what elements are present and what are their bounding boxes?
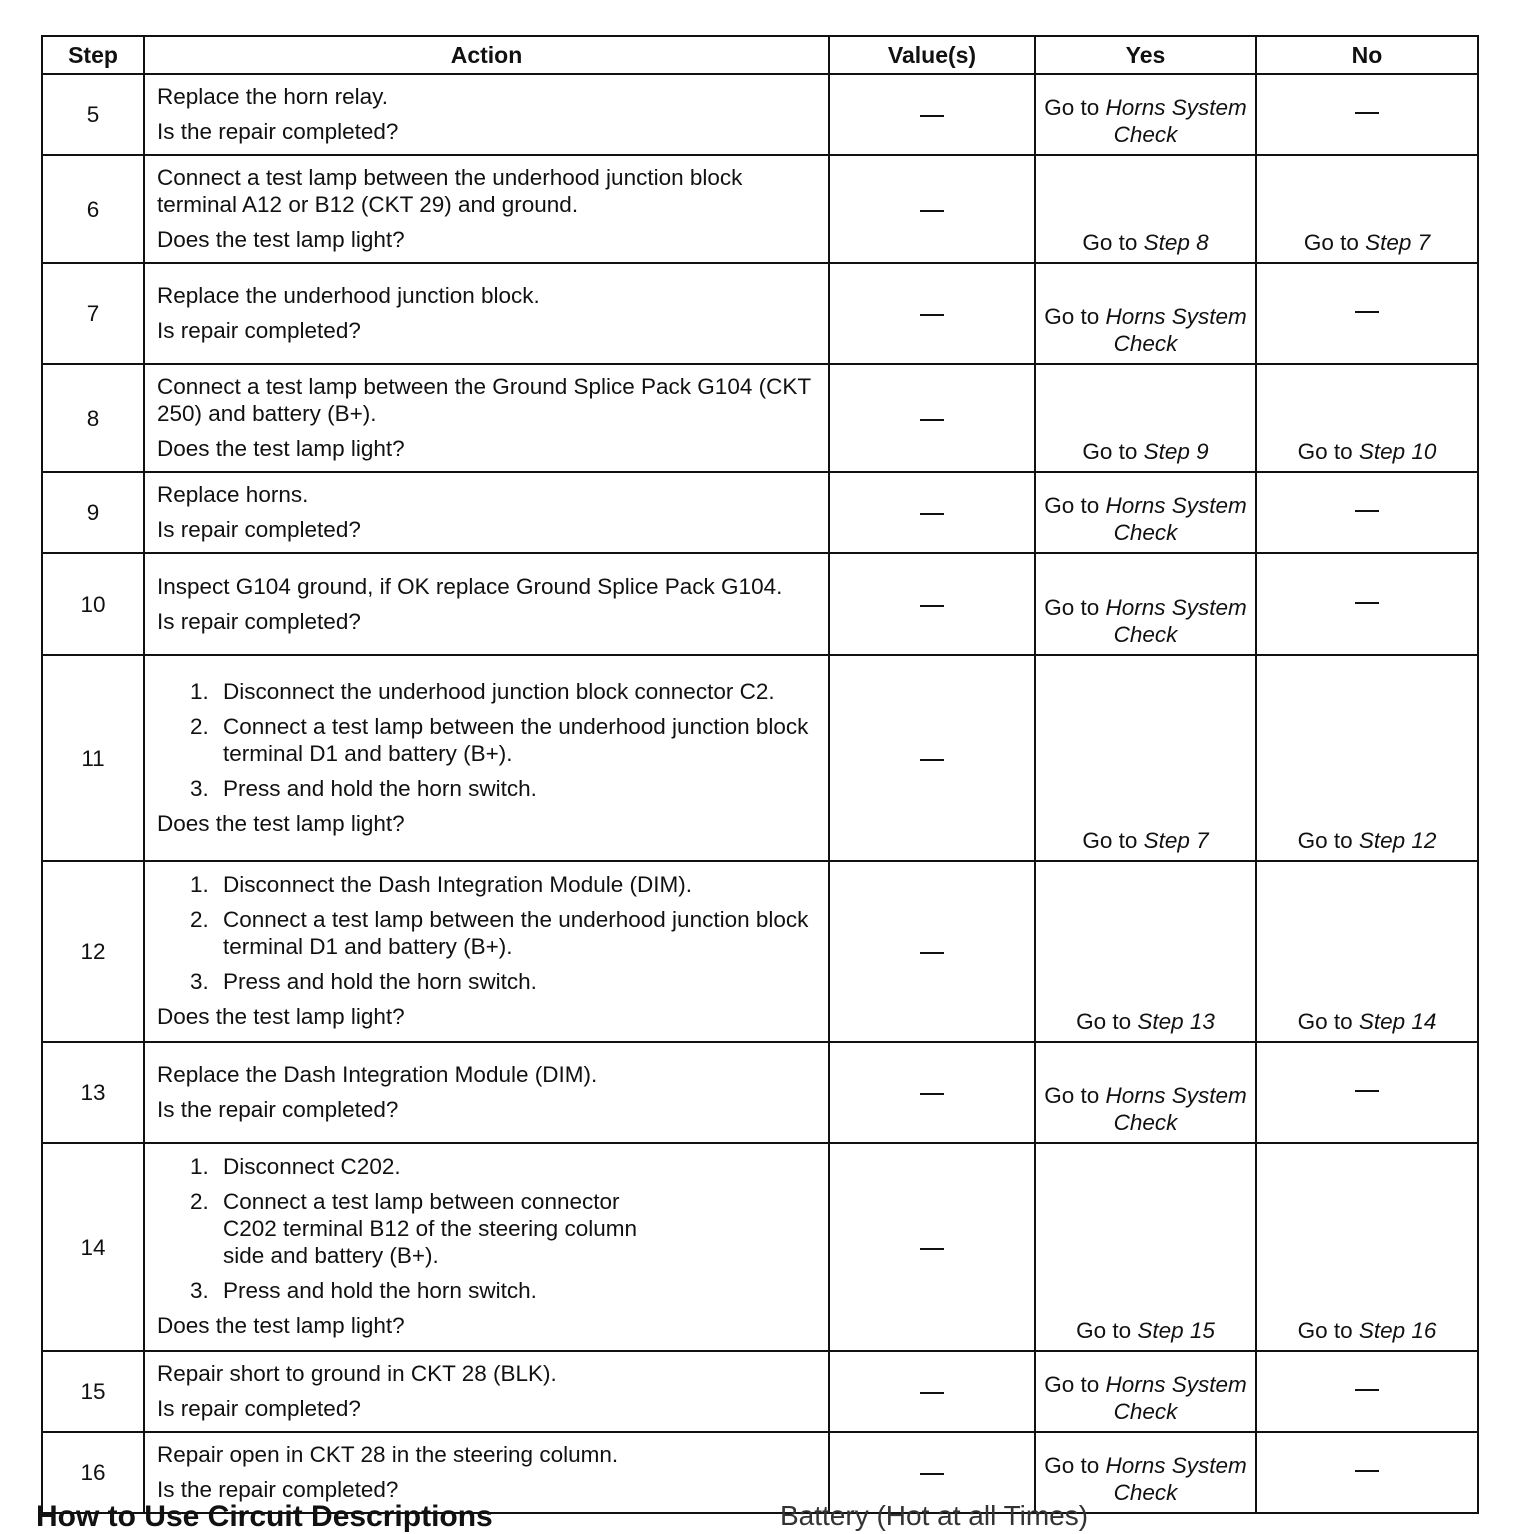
step-number: 6	[42, 155, 144, 263]
dash-mark	[920, 419, 944, 421]
list-item: 3. Press and hold the horn switch.	[215, 1277, 818, 1304]
action-steps-list	[157, 1153, 818, 1304]
table-row	[42, 655, 1478, 861]
no-cell	[1256, 1432, 1478, 1513]
action-question: Does the test lamp light?	[157, 1004, 405, 1029]
dash-mark	[1355, 510, 1379, 512]
value-cell	[829, 1143, 1035, 1351]
action-text: Repair short to ground in CKT 28 (BLK).	[157, 1361, 557, 1386]
action-text: Replace the horn relay.	[157, 84, 388, 109]
header-no: No	[1256, 36, 1478, 74]
action-question: Is repair completed?	[157, 517, 361, 542]
yes-target: Step 9	[1143, 439, 1209, 464]
value-cell	[829, 364, 1035, 472]
action-text: Repair open in CKT 28 in the steering column.	[157, 1442, 619, 1467]
dash-mark	[1355, 602, 1379, 604]
table-row	[42, 1042, 1478, 1143]
action-cell	[144, 74, 829, 155]
table-row	[42, 364, 1478, 472]
cut-off-heading: How to Use Circuit Descriptions	[36, 1500, 493, 1533]
list-item: 1. Disconnect the Dash Integration Module (DIM).	[215, 871, 818, 898]
step-number: 9	[42, 472, 144, 553]
action-question: Is the repair completed?	[157, 1477, 399, 1502]
table-row	[42, 553, 1478, 655]
no-target: Step 10	[1358, 439, 1437, 464]
action-question: Does the test lamp light?	[157, 227, 405, 252]
action-question: Does the test lamp light?	[157, 1313, 405, 1338]
action-text: Inspect G104 ground, if OK replace Ground Splice Pack G104.	[157, 573, 783, 599]
step-number: 7	[42, 263, 144, 364]
action-steps-list	[157, 871, 818, 995]
action-text: Connect a test lamp between the underhood junction block terminal A12 or B12 (CKT 29) and ground.	[157, 165, 743, 217]
action-cell	[144, 861, 829, 1042]
action-cell	[144, 1042, 829, 1143]
action-question: Is repair completed?	[157, 318, 361, 343]
step-number: 10	[42, 553, 144, 655]
yes-cell	[1035, 1042, 1256, 1143]
yes-goto: Go to	[1082, 439, 1138, 464]
value-cell	[829, 472, 1035, 553]
action-question: Is repair completed?	[157, 608, 361, 634]
yes-cell	[1035, 74, 1256, 155]
step-number: 11	[42, 655, 144, 861]
table-row	[42, 155, 1478, 263]
dash-mark	[920, 115, 944, 117]
dash-mark	[920, 1473, 944, 1475]
list-item: 3. Press and hold the horn switch.	[215, 775, 818, 802]
step-number: 14	[42, 1143, 144, 1351]
header-values: Value(s)	[829, 36, 1035, 74]
action-cell	[144, 263, 829, 364]
no-cell	[1256, 1143, 1478, 1351]
yes-goto: Go to	[1044, 1372, 1100, 1397]
cut-off-text: Battery (Hot at all Times)	[780, 1500, 1089, 1531]
table-row	[42, 472, 1478, 553]
yes-cell	[1035, 263, 1256, 364]
dash-mark	[920, 513, 944, 515]
dash-mark	[920, 1093, 944, 1095]
action-question: Does the test lamp light?	[157, 810, 405, 836]
dash-mark	[1355, 1470, 1379, 1472]
no-goto: Go to	[1303, 230, 1359, 255]
yes-goto: Go to	[1076, 1009, 1132, 1034]
yes-target: Step 15	[1137, 1318, 1215, 1343]
header-step: Step	[42, 36, 144, 74]
value-cell	[829, 553, 1035, 655]
yes-target: Horns System Check	[1105, 304, 1247, 356]
yes-goto: Go to	[1044, 1453, 1100, 1478]
list-item: 2. Connect a test lamp between the underhood junction block terminal D1 and battery (B+).	[215, 906, 818, 960]
action-text: Replace the underhood junction block.	[157, 283, 540, 308]
no-cell	[1256, 472, 1478, 553]
dash-mark	[920, 759, 944, 761]
action-cell	[144, 553, 829, 655]
diagnostic-table	[41, 35, 1479, 1514]
action-cell	[144, 155, 829, 263]
table-header-row	[42, 36, 1478, 74]
no-cell	[1256, 364, 1478, 472]
yes-target: Horns System Check	[1105, 1372, 1247, 1424]
value-cell	[829, 263, 1035, 364]
no-cell	[1256, 861, 1478, 1042]
dash-mark	[920, 952, 944, 954]
dash-mark	[1355, 1090, 1379, 1092]
dash-mark	[920, 1392, 944, 1394]
yes-cell	[1035, 155, 1256, 263]
step-number: 5	[42, 74, 144, 155]
value-cell	[829, 861, 1035, 1042]
yes-cell	[1035, 655, 1256, 861]
value-cell	[829, 155, 1035, 263]
dash-mark	[1355, 311, 1379, 313]
value-cell	[829, 74, 1035, 155]
table-row	[42, 74, 1478, 155]
yes-target: Horns System Check	[1105, 595, 1247, 647]
value-cell	[829, 1351, 1035, 1432]
yes-goto: Go to	[1044, 304, 1100, 329]
yes-target: Horns System Check	[1105, 95, 1247, 147]
list-item: 3. Press and hold the horn switch.	[215, 968, 818, 995]
no-cell	[1256, 263, 1478, 364]
yes-cell	[1035, 553, 1256, 655]
yes-target: Horns System Check	[1105, 1083, 1247, 1135]
yes-goto: Go to	[1044, 493, 1100, 518]
dash-mark	[920, 605, 944, 607]
step-number: 15	[42, 1351, 144, 1432]
step-number: 13	[42, 1042, 144, 1143]
action-question: Is repair completed?	[157, 1396, 361, 1421]
yes-cell	[1035, 1143, 1256, 1351]
step-number: 8	[42, 364, 144, 472]
value-cell	[829, 1042, 1035, 1143]
no-cell	[1256, 655, 1478, 861]
yes-goto: Go to	[1044, 95, 1100, 120]
yes-target: Step 7	[1143, 828, 1209, 853]
list-item: 2. Connect a test lamp between connector C202 terminal B12 of the steering column side and battery (B+).	[215, 1188, 818, 1269]
no-target: Step 12	[1358, 828, 1437, 853]
yes-cell	[1035, 861, 1256, 1042]
yes-goto: Go to	[1082, 230, 1138, 255]
action-steps-list	[157, 678, 818, 802]
no-cell	[1256, 553, 1478, 655]
yes-goto: Go to	[1076, 1318, 1132, 1343]
dash-mark	[1355, 112, 1379, 114]
no-cell	[1256, 74, 1478, 155]
step-number: 12	[42, 861, 144, 1042]
yes-target: Step 13	[1137, 1009, 1215, 1034]
table-row	[42, 861, 1478, 1042]
action-cell	[144, 655, 829, 861]
no-target: Step 14	[1358, 1009, 1437, 1034]
action-cell	[144, 364, 829, 472]
no-cell	[1256, 155, 1478, 263]
action-text: Connect a test lamp between the Ground Splice Pack G104 (CKT 250) and battery (B+).	[157, 374, 811, 426]
action-question: Is the repair completed?	[157, 1097, 399, 1122]
header-action: Action	[144, 36, 829, 74]
action-question: Does the test lamp light?	[157, 436, 405, 461]
dash-mark	[1355, 1389, 1379, 1391]
yes-goto: Go to	[1044, 595, 1100, 620]
step-number: 16	[42, 1432, 144, 1513]
no-target: Step 16	[1358, 1318, 1437, 1343]
no-target: Step 7	[1365, 230, 1431, 255]
no-goto: Go to	[1297, 1009, 1353, 1034]
yes-cell	[1035, 472, 1256, 553]
action-text: Replace horns.	[157, 482, 309, 507]
no-cell	[1256, 1351, 1478, 1432]
yes-goto: Go to	[1044, 1083, 1100, 1108]
no-goto: Go to	[1297, 828, 1353, 853]
yes-target: Step 8	[1143, 230, 1209, 255]
table-row	[42, 1143, 1478, 1351]
table-row	[42, 1351, 1478, 1432]
dash-mark	[920, 1248, 944, 1250]
yes-target: Horns System Check	[1105, 1453, 1247, 1505]
table-row	[42, 263, 1478, 364]
action-cell	[144, 472, 829, 553]
action-cell	[144, 1351, 829, 1432]
yes-goto: Go to	[1082, 828, 1138, 853]
action-question: Is the repair completed?	[157, 119, 399, 144]
action-text: Replace the Dash Integration Module (DIM).	[157, 1062, 598, 1087]
yes-cell	[1035, 1351, 1256, 1432]
dash-mark	[920, 314, 944, 316]
dash-mark	[920, 210, 944, 212]
no-goto: Go to	[1297, 1318, 1353, 1343]
yes-cell	[1035, 364, 1256, 472]
yes-target: Horns System Check	[1105, 493, 1247, 545]
list-item: 1. Disconnect the underhood junction block connector C2.	[215, 678, 818, 705]
no-goto: Go to	[1297, 439, 1353, 464]
list-item: 1. Disconnect C202.	[215, 1153, 818, 1180]
list-item: 2. Connect a test lamp between the underhood junction block terminal D1 and battery (B+).	[215, 713, 818, 767]
action-cell	[144, 1143, 829, 1351]
no-cell	[1256, 1042, 1478, 1143]
value-cell	[829, 655, 1035, 861]
header-yes: Yes	[1035, 36, 1256, 74]
